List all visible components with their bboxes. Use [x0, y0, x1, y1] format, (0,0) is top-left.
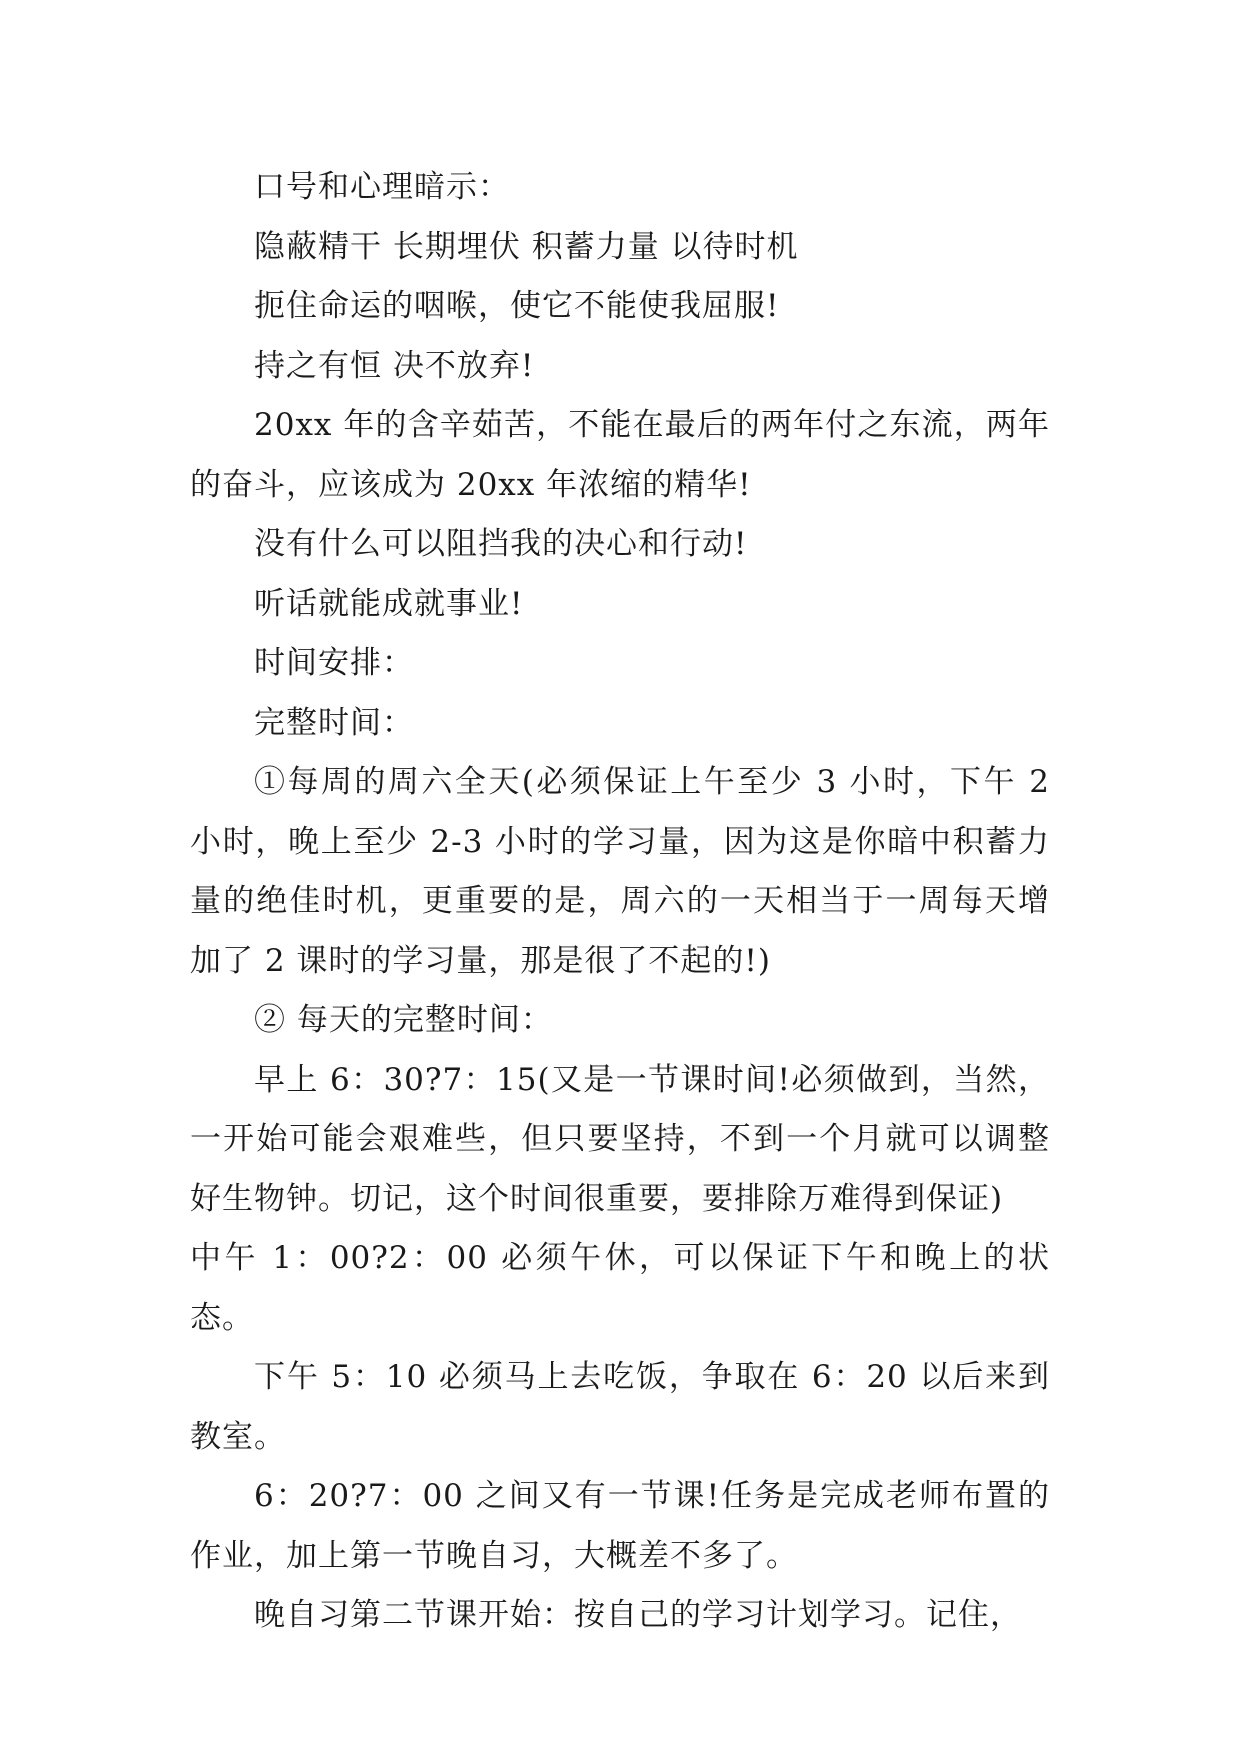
paragraph-noon: 中午 1：00?2：00 必须午休，可以保证下午和晚上的状态。: [190, 1240, 1050, 1336]
paragraph-slogan-4: 20xx 年的含辛茹苦，不能在最后的两年付之东流，两年的奋斗，应该成为 20xx 年浓缩的精华!: [190, 407, 1050, 503]
paragraph-daily-heading: ② 每天的完整时间：: [254, 1002, 553, 1038]
paragraph-slogan-6: 听话就能成就事业!: [254, 585, 524, 622]
paragraph-saturday: ①每周的周六全天(必须保证上午至少 3 小时，下午 2 小时，晚上至少 2-3 小时的学习量，因为这是你暗中积蓄力量的绝佳时机，更重要的是，周六的一天相当于一周每天增加了 2 课时的学习量，那是很了不起的!): [190, 764, 1050, 979]
paragraph-full-time-heading: 完整时间：: [254, 704, 414, 741]
paragraph-schedule-heading: 时间安排：: [254, 645, 414, 681]
paragraph-slogan-heading: 口号和心理暗示：: [254, 169, 510, 205]
paragraph-morning: 早上 6：30?7：15(又是一节课时间!必须做到，当然，一开始可能会艰难些，但只要坚持，不到一个月就可以调整好生物钟。切记，这个时间很重要，要排除万难得到保证): [190, 1061, 1050, 1217]
paragraph-slogan-2: 扼住命运的咽喉，使它不能使我屈服!: [254, 288, 780, 324]
paragraph-slogan-1: 隐蔽精干 长期埋伏 积蓄力量 以待时机: [254, 228, 799, 265]
paragraph-slogan-3: 持之有恒 决不放弃!: [254, 347, 535, 384]
paragraph-slogan-5: 没有什么可以阻挡我的决心和行动!: [254, 526, 748, 562]
paragraph-afternoon: 下午 5：10 必须马上去吃饭，争取在 6：20 以后来到教室。: [190, 1359, 1050, 1455]
paragraph-evening: 6：20?7：00 之间又有一节课!任务是完成老师布置的作业，加上第一节晚自习，大概差不多了。: [190, 1478, 1050, 1574]
document-body: [190, 158, 1050, 1646]
paragraph-night-study: 晚自习第二节课开始：按自己的学习计划学习。记住，: [254, 1597, 1022, 1633]
